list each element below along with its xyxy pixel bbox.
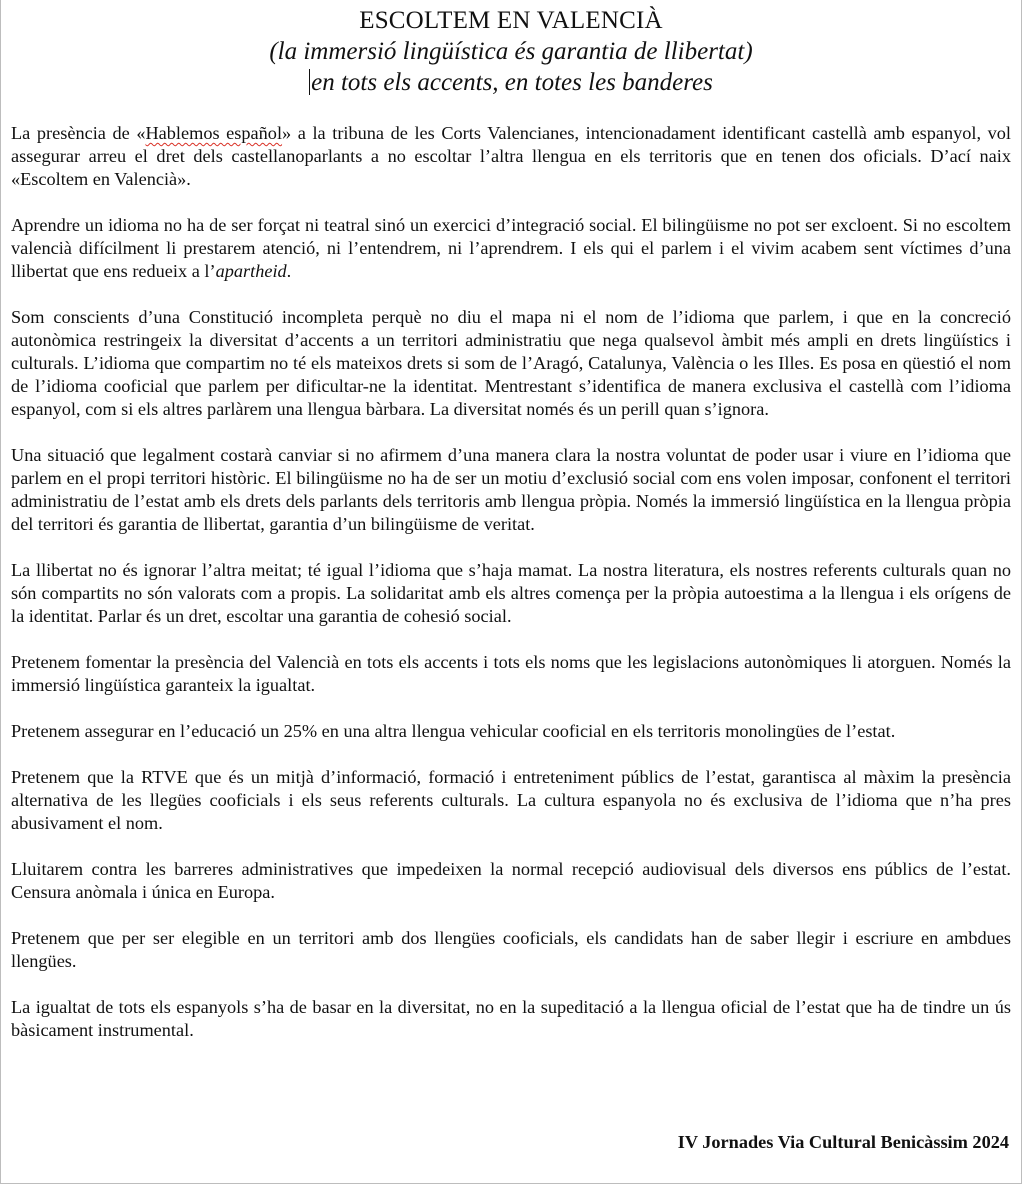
document-subtitle-1[interactable]: (la immersió lingüística és garantia de llibertat) — [269, 38, 753, 65]
paragraph-7[interactable]: Pretenem assegurar en l’educació un 25% en una altra llengua vehicular cooficial en els territoris monolingües de l’estat. — [11, 721, 896, 741]
paragraph-9[interactable]: Lluitarem contra les barreres administratives que impedeixen la normal recepció audiovisual dels diversos ens públics de l’estat. Censura anòmala i única en Europa. — [11, 859, 1011, 902]
paragraph-5[interactable]: La llibertat no és ignorar l’altra meitat; té igual l’idioma que s’haja mamat. La nostra literatura, els nostres referents culturals quan no són compartits no són valorats com a propis. La solidaritat amb els altres comença per la pròpia autoestima a la llengua i els orígens de la identitat. Parlar és un dret, escoltar una garantia de cohesió social. — [11, 560, 1011, 626]
paragraph-2-start: Aprendre un idioma no ha de ser forçat ni teatral sinó un exercici d’integració social. El bilingüisme no pot ser excloent. Si no escoltem valencià difícilment li prestarem atenció, ni l’entendrem, ni l’aprendrem. I els qui el parlem i el vivim acabem sent víctimes d’una llibertat que ens redueix a l’ — [11, 215, 1011, 281]
paragraph-1-rest: » a la tribuna de les Corts Valencianes, intencionadament identificant castellà amb espanyol, vol assegurar arreu el dret dels castellanoparlants a no escoltar l’altra llengua en els territoris que en tenen dos oficials. D’ací naix «Escoltem en Valencià». — [11, 123, 1012, 189]
paragraph-2-end: . — [286, 261, 292, 281]
paragraph-6[interactable]: Pretenem fomentar la presència del Valencià en tots els accents i tots els noms que les legislacions autonòmiques li atorguen. Només la immersió lingüística garanteix la igualtat. — [11, 652, 1011, 695]
paragraph-4[interactable]: Una situació que legalment costarà canviar si no afirmem d’una manera clara la nostra voluntat de poder usar i viure en l’idioma que parlem en el propi territori històric. El bilingüisme no ha de ser un motiu d’exclusió social com ens volen imposar, confonent el territori administratiu de l’estat amb els drets dels parlants dels territoris amb llengua pròpia. Només la immersió lingüística en la llengua pròpia del territori és garantia de llibertat, garantia d’un bilingüisme de veritat. — [11, 445, 1011, 534]
text-cursor — [309, 69, 310, 95]
document-title[interactable]: ESCOLTEM EN VALENCIÀ — [359, 7, 663, 34]
spellcheck-flagged-text[interactable]: Hablemos español — [145, 123, 283, 143]
paragraph-10[interactable]: Pretenem que per ser elegible en un territori amb dos llengües cooficials, els candidats han de saber llegir i escriure en ambdues llengües. — [11, 928, 1011, 971]
document-body[interactable] — [11, 122, 1011, 1065]
paragraph-3[interactable]: Som conscients d’una Constitució incompleta perquè no diu el mapa ni el nom de l’idioma que parlem, i que en la concreció autonòmica restringeix la diversitat d’accents a un territori administratiu que nega qualsevol àmbit més ampli en drets lingüístics i culturals. L’idioma que compartim no té els mateixos drets si som de l’Aragó, Catalunya, València o les Illes. Es posa en qüestió el nom de l’idioma cooficial que parlem per dificultar-ne la identitat. Mentrestant s’identifica de manera exclusiva el castellà com l’idioma espanyol, com si els altres parlàrem una llengua bàrbara. La diversitat només és un perill quan s’ignora. — [11, 307, 1011, 419]
paragraph-8[interactable]: Pretenem que la RTVE que és un mitjà d’informació, formació i entreteniment públics de l’estat, garantisca al màxim la presència alternativa de les llegües cooficials i els seus referents culturals. La cultura espanyola no és exclusiva de l’idioma que n’ha pres abusivament el nom. — [11, 767, 1011, 833]
paragraph-1[interactable] — [11, 122, 1011, 191]
paragraph-11[interactable]: La igualtat de tots els espanyols s’ha de basar en la diversitat, no en la supeditació a la llengua oficial de l’estat que ha de tindre un ús bàsicament instrumental. — [11, 997, 1011, 1040]
document-subtitle-2: en tots els accents, en totes les banderes — [311, 69, 713, 96]
paragraph-2[interactable] — [11, 214, 1011, 283]
italic-term: apartheid — [215, 261, 287, 281]
document-header — [1, 0, 1021, 98]
document-subtitle-2-line[interactable] — [1, 67, 1021, 98]
paragraph-1-start: La presència de « — [11, 123, 146, 143]
document-signature[interactable]: IV Jornades Via Cultural Benicàssim 2024 — [677, 1132, 1009, 1152]
